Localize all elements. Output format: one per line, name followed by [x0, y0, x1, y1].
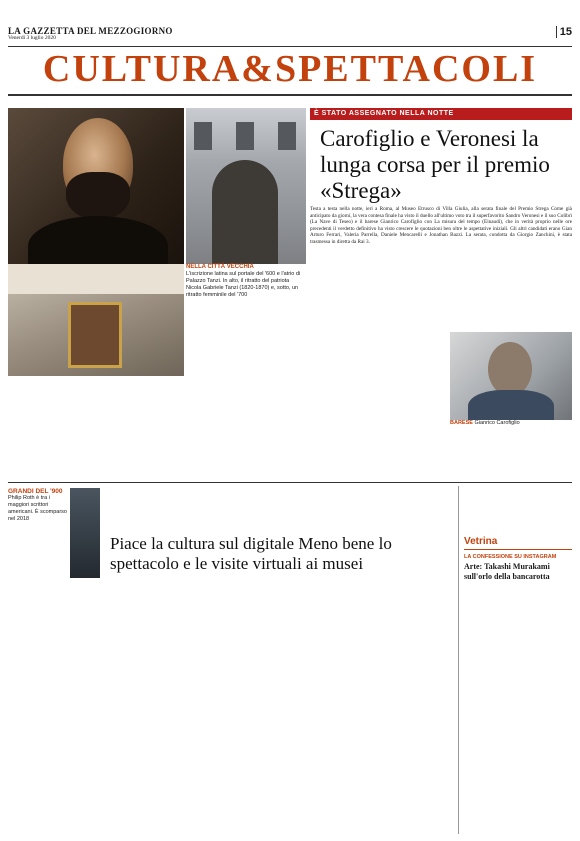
interior-portrait-photo: [8, 264, 184, 376]
tanzi-portrait-photo: [8, 108, 184, 264]
carofiglio-caption: [450, 420, 572, 426]
section-rule: [8, 94, 572, 96]
grandi-text: Philip Roth è tra i maggiori scrittori americani. È scomparso nel 2018: [8, 495, 67, 522]
roth-photo: [70, 488, 100, 578]
masthead-rule: [8, 46, 572, 47]
masthead: [8, 26, 572, 46]
grandi-box: [8, 488, 68, 588]
column-divider: [458, 486, 459, 834]
vetrina-title: Vetrina: [464, 536, 572, 550]
second-headline: Piace la cultura sul digitale Meno bene lo spettacolo e le visite virtuali ai musei: [110, 534, 392, 573]
issue-date: Venerdì 3 luglio 2020: [8, 35, 56, 41]
newspaper-name: LA GAZZETTA DEL MEZZOGIORNO: [8, 26, 173, 36]
grandi-title: GRANDI DEL '900: [8, 488, 63, 495]
carofiglio-caption-label: BARESE: [450, 420, 473, 426]
mid-rule: [8, 482, 572, 483]
section-title: CULTURA&SPETTACOLI: [42, 48, 538, 90]
page-number: 15: [556, 26, 572, 38]
article-lead: Testa a testa nella notte, ieri a Roma, al Museo Etrusco di Villa Giulia, alla serata finale del Premio Strega Come già anticipato da giorni, la vera contesa finale ha visto il duello all'ultimo voto tra il superfavorito Sandro Veronesi e il suo Colibrì (La Nave di Teseo) e il barese Gianrico Carofiglio con La misura del tempo (Einaudi), che in verità proprio nelle ore precedenti il verdetto definitivo ha visto crescere le quotazioni ben oltre le aspettative iniziali. Gli altri candidati erano Gian Arturo Ferrari, Valeria Parrella, Daniele Mencarelli e Jonathan Bazzi. La serata, condotta da Giorgio Zanchini, è stata trasmessa in diretta da Rai 3.: [310, 206, 572, 245]
photo-caption-title: NELLA CITTÀ VECCHIA: [186, 264, 254, 270]
photo-caption-text: L'iscrizione latina sul portale del '600 e l'atrio di Palazzo Tanzi. In alto, il ritratto del patriota Nicola Gabriele Tanzi (1820-1870) e, sotto, un ritratto femminile del '700: [186, 271, 301, 298]
carofiglio-caption-name: Gianrico Carofiglio: [474, 420, 520, 426]
article-headline: Carofiglio e Veronesi la lunga corsa per il premio «Strega»: [320, 126, 550, 203]
carofiglio-photo: [450, 332, 572, 420]
vetrina-kicker: LA CONFESSIONE SU INSTAGRAM: [464, 554, 557, 560]
vetrina-box: [464, 536, 572, 581]
palazzo-tanzi-photo: [186, 108, 306, 264]
photo-caption: [186, 264, 306, 344]
vetrina-headline: Arte: Takashi Murakami sull'orlo della bancarotta: [464, 562, 550, 581]
article-kicker: È STATO ASSEGNATO NELLA NOTTE: [310, 108, 572, 120]
